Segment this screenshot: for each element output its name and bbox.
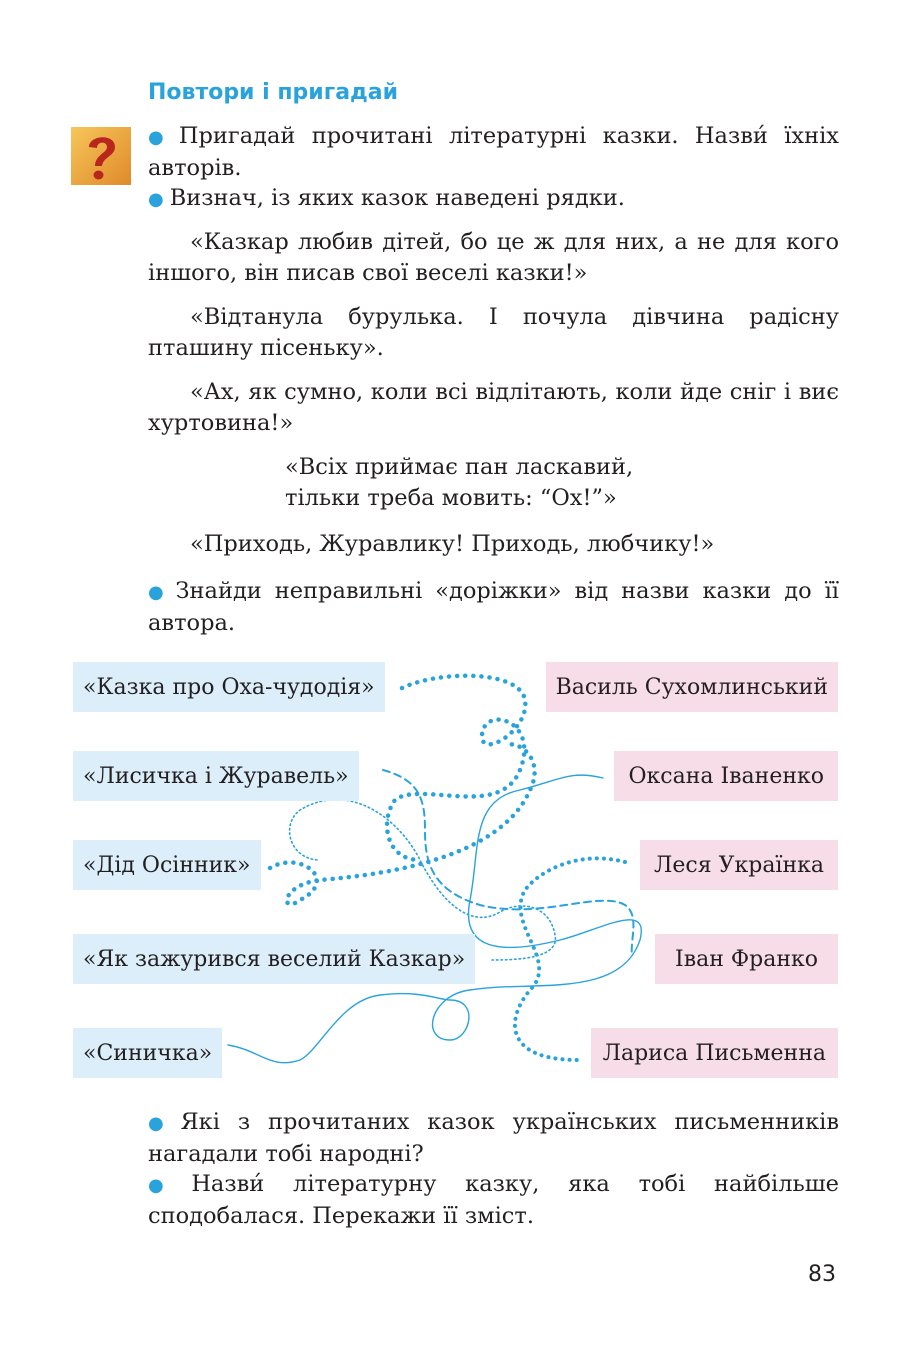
author-box-1[interactable]: Василь Сухомлинський <box>546 662 838 712</box>
title-box-5[interactable]: «Синичка» <box>73 1028 222 1078</box>
title-box-1[interactable]: «Казка про Оха-чудодія» <box>73 662 385 712</box>
task-2: ● Визнач, із яких казок наведені рядки. <box>148 185 625 211</box>
title-box-3[interactable]: «Дід Осінник» <box>73 840 261 890</box>
author-box-2[interactable]: Оксана Іваненко <box>614 751 838 801</box>
author-box-4[interactable]: Іван Франко <box>655 934 838 984</box>
title-box-4[interactable]: «Як зажурився веселий Казкар» <box>73 934 475 984</box>
poem-line-1: «Всіх приймає пан ласкавий, <box>285 454 634 480</box>
quote-2: «Відтанула бурулька. І почула дівчина радісну пташину пісеньку». <box>148 304 839 361</box>
question-mark-icon <box>71 127 131 185</box>
section-heading: Повтори і пригадай <box>148 80 399 105</box>
bullet-icon: ● <box>148 582 170 603</box>
bullet-icon: ● <box>148 127 173 148</box>
author-box-3[interactable]: Леся Українка <box>640 840 838 890</box>
task-4: ● Які з прочитаних казок українських письменників нагадали тобі народні? <box>148 1109 839 1167</box>
poem-line-2: тільки треба мовить: “Ох!”» <box>285 485 617 511</box>
task-3: ● Знайди неправильні «доріжки» від назви казки до її автора. <box>148 578 839 636</box>
task-1: ● Пригадай прочитані літературні казки. Назви́ їхніх авторів. <box>148 123 839 181</box>
bullet-icon: ● <box>148 1113 175 1134</box>
quote-4: «Приходь, Журавлику! Приходь, любчику!» <box>190 531 715 557</box>
title-box-2[interactable]: «Лисичка і Журавель» <box>73 751 359 801</box>
bullet-icon: ● <box>148 1175 186 1196</box>
author-box-5[interactable]: Лариса Письменна <box>591 1028 838 1078</box>
dotted-path-1 <box>387 676 525 860</box>
wavy-path <box>228 775 641 1063</box>
bullet-icon: ● <box>148 189 164 210</box>
quote-3: «Ах, як сумно, коли всі відлітають, коли йде сніг і виє хуртовина!» <box>148 379 839 436</box>
dashed-path-1 <box>383 770 633 955</box>
quote-1: «Казкар любив дітей, бо це ж для них, а не для кого іншого, він писав свої веселі казки!» <box>148 229 839 286</box>
page-number: 83 <box>808 1262 836 1287</box>
task-5: ● Назви́ літературну казку, яка тобі найбільше сподобалася. Перекажи її зміст. <box>148 1171 839 1229</box>
